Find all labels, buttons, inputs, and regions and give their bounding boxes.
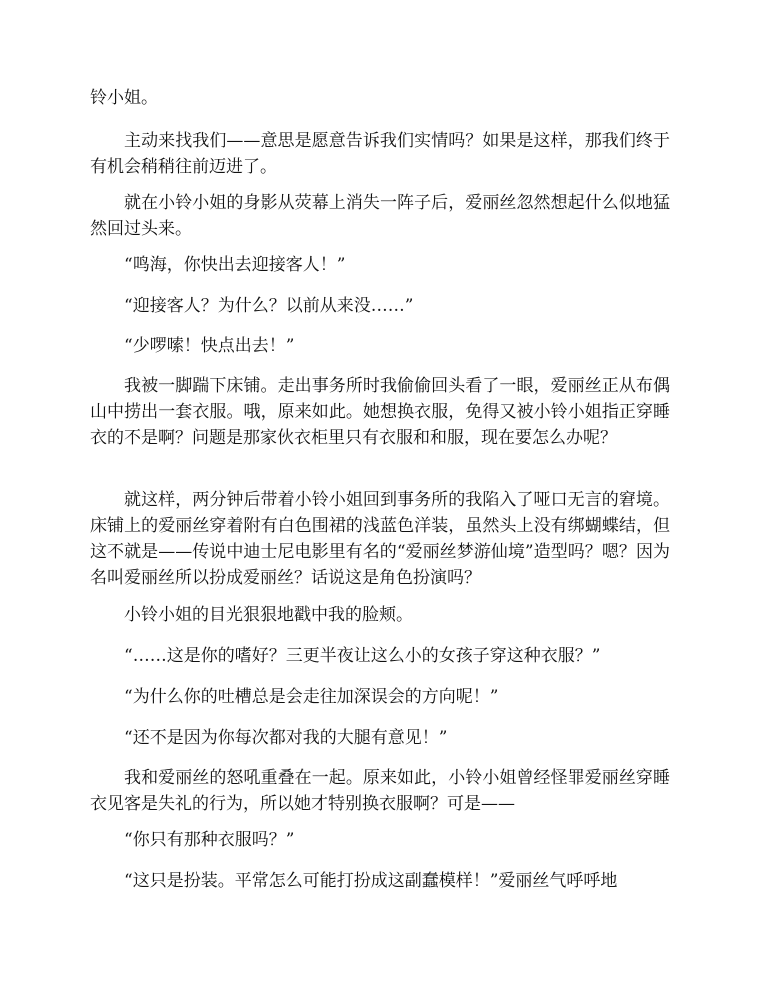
paragraph-3: 就在小铃小姐的身影从荧幕上消失一阵子后，爱丽丝忽然想起什么似地猛然回过头来。: [90, 193, 670, 239]
paragraph-13: 我和爱丽丝的怒吼重叠在一起。原来如此，小铃小姐曾经怪罪爱丽丝穿睡衣见客是失礼的行为，所以她才特别换衣服啊？可是——: [90, 768, 670, 814]
paragraph-2: 主动来找我们——意思是愿意告诉我们实情吗？如果是这样，那我们终于有机会稍稍往前迈进了。: [90, 131, 670, 177]
paragraph-9: 小铃小姐的目光狠狠地戳中我的脸颊。: [124, 605, 413, 625]
paragraph-10: “……这是你的嗜好？三更半夜让这么小的女孩子穿这种衣服？”: [124, 646, 601, 666]
paragraph-7: 我被一脚踹下床铺。走出事务所时我偷偷回头看了一眼，爱丽丝正从布偶山中捞出一套衣服。哦，原来如此。她想换衣服，免得又被小铃小姐指正穿睡衣的不是啊？问题是那家伙衣柜里只有衣服和和服，现在要怎么办呢？: [90, 376, 670, 448]
paragraph-4: “鸣海，你快出去迎接客人！”: [124, 255, 346, 275]
paragraph-1: 铃小姐。: [90, 88, 158, 108]
paragraph-12: “还不是因为你每次都对我的大腿有意见！”: [124, 728, 448, 748]
paragraph-14: “你只有那种衣服吗？”: [124, 830, 295, 850]
paragraph-11: “为什么你的吐槽总是会走往加深误会的方向呢！”: [124, 687, 499, 707]
paragraph-8: 就这样，两分钟后带着小铃小姐回到事务所的我陷入了哑口无言的窘境。床铺上的爱丽丝穿着附有白色围裙的浅蓝色洋装，虽然头上没有绑蝴蝶结，但这不就是——传说中迪士尼电影里有名的“爱丽丝梦游仙境”造型吗？嗯？因为名叫爱丽丝所以扮成爱丽丝？话说这是角色扮演吗？: [90, 490, 670, 588]
paragraph-5: “迎接客人？为什么？以前从来没……”: [124, 296, 414, 316]
paragraph-6: “少啰嗦！快点出去！”: [124, 336, 295, 356]
paragraph-15: “这只是扮装。平常怎么可能打扮成这副蠢模样！”爱丽丝气呼呼地: [124, 871, 618, 891]
